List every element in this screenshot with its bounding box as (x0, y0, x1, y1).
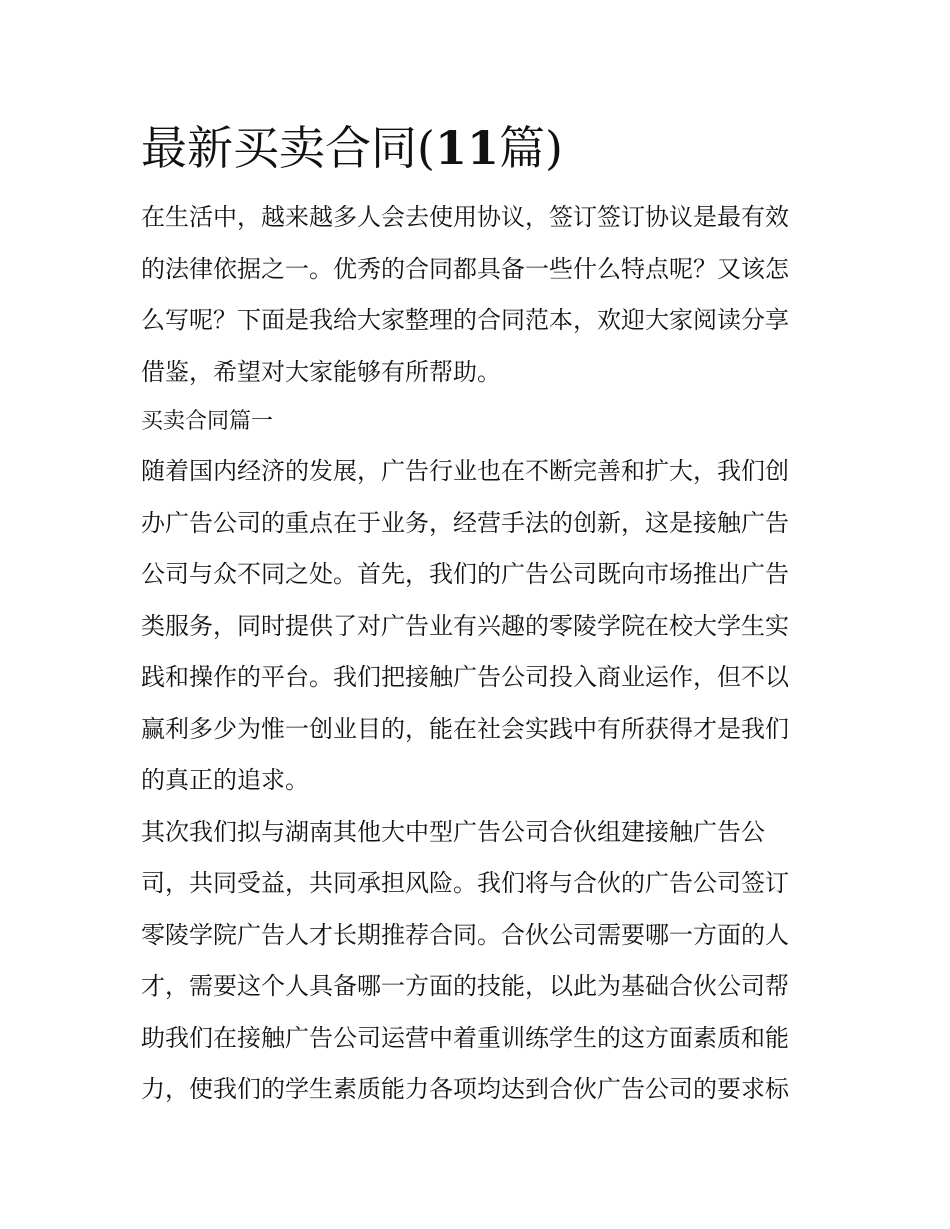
text-line: 借鉴，希望对大家能够有所帮助。 (141, 357, 501, 386)
text-line: 么写呢？下面是我给大家整理的合同范本，欢迎大家阅读分享 (141, 306, 789, 334)
section-heading: 买卖合同篇一 (141, 409, 274, 434)
paragraph-1 (141, 446, 813, 807)
document-body (141, 112, 813, 1116)
text-line: 赢利多少为惟一创业目的，能在社会实践中有所获得才是我们 (141, 714, 789, 743)
text-line: 其次我们拟与湖南其他大中型广告公司合伙组建接触广告公 (141, 817, 765, 846)
title-prefix: 最新买卖合同( (141, 121, 435, 175)
title-number: 11 (434, 121, 499, 175)
text-line: 公司与众不同之处。首先，我们的广告公司既向市场推出广告 (141, 560, 789, 588)
text-line: 司，共同受益，共同承担风险。我们将与合伙的广告公司签订 (141, 869, 789, 897)
text-line: 才，需要这个人具备哪一方面的技能，以此为基础合伙公司帮 (141, 972, 789, 1000)
intro-paragraph (141, 192, 813, 398)
text-line: 助我们在接触广告公司运营中着重训练学生的这方面素质和能 (141, 1023, 789, 1052)
text-line: 办广告公司的重点在于业务，经营手法的创新，这是接触广告 (141, 508, 789, 537)
text-line: 践和操作的平台。我们把接触广告公司投入商业运作，但不以 (141, 663, 789, 691)
text-line: 的法律依据之一。优秀的合同都具备一些什么特点呢？又该怎 (141, 254, 789, 283)
page-title (141, 112, 813, 184)
text-line: 类服务，同时提供了对广告业有兴趣的零陵学院在校大学生实 (141, 611, 789, 640)
text-line: 力，使我们的学生素质能力各项均达到合伙广告公司的要求标 (141, 1075, 789, 1103)
text-line: 随着国内经济的发展，广告行业也在不断完善和扩大，我们创 (141, 457, 789, 485)
text-line: 在生活中，越来越多人会去使用协议，签订签订协议是最有效 (141, 203, 789, 231)
paragraph-2 (141, 807, 813, 1116)
text-line: 零陵学院广告人才长期推荐合同。合伙公司需要哪一方面的人 (141, 920, 789, 949)
title-suffix: 篇) (498, 121, 563, 175)
text-line: 的真正的追求。 (141, 766, 309, 794)
